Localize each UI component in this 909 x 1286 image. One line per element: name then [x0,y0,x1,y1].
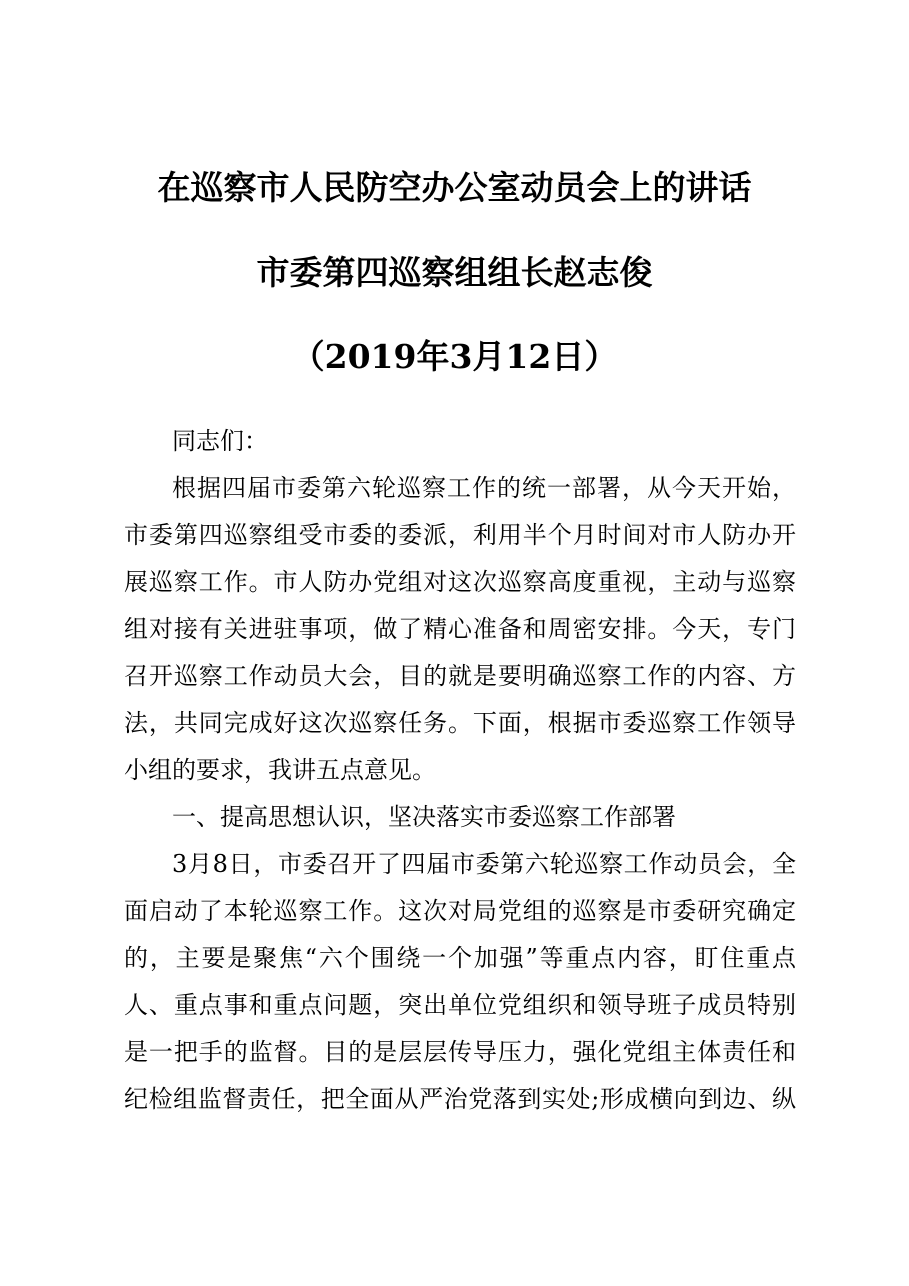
paragraph-line: 展巡察工作。市人防办党组对这次巡察高度重视，主动与巡察 [124,568,796,596]
paragraph-line: 小组的要求，我讲五点意见。 [124,756,436,784]
paragraph-line: 人、重点事和重点问题，突出单位党组织和领导班子成员特别 [124,991,796,1019]
paragraph-line: 组对接有关进驻事项，做了精心准备和周密安排。今天，专门 [124,615,796,643]
document-body [124,418,796,1123]
paragraph-line: 纪检组监督责任，把全面从严治党落到实处;形成横向到边、纵 [124,1085,796,1113]
paragraph-line: 3月8日，市委召开了四届市委第六轮巡察工作动员会，全 [172,850,796,878]
paragraph-line: 召开巡察工作动员大会，目的就是要明确巡察工作的内容、方 [124,662,796,690]
section-heading: 一、提高思想认识，坚决落实市委巡察工作部署 [172,803,676,831]
paragraph-line: 市委第四巡察组受市委的委派，利用半个月时间对市人防办开 [124,521,796,549]
paragraph-line: 是一把手的监督。目的是层层传导压力，强化党组主体责任和 [124,1038,796,1066]
paragraph-line: 法，共同完成好这次巡察任务。下面，根据市委巡察工作领导 [124,709,796,737]
document-title: 在巡察市人民防空办公室动员会上的讲话 [157,168,752,207]
paragraph-line: 的，主要是聚焦“六个围绕一个加强”等重点内容，盯住重点 [124,944,796,972]
speaker-line: 市委第四巡察组组长赵志俊 [256,253,653,292]
paragraph-line: 根据四届市委第六轮巡察工作的统一部署，从今天开始， [172,474,796,502]
paragraph-line: 面启动了本轮巡察工作。这次对局党组的巡察是市委研究确定 [124,897,796,925]
paragraph-section-one [124,841,796,1123]
paragraph-intro [124,465,796,794]
salutation: 同志们： [172,427,268,455]
date-line: （2019年3月12日） [291,337,618,376]
